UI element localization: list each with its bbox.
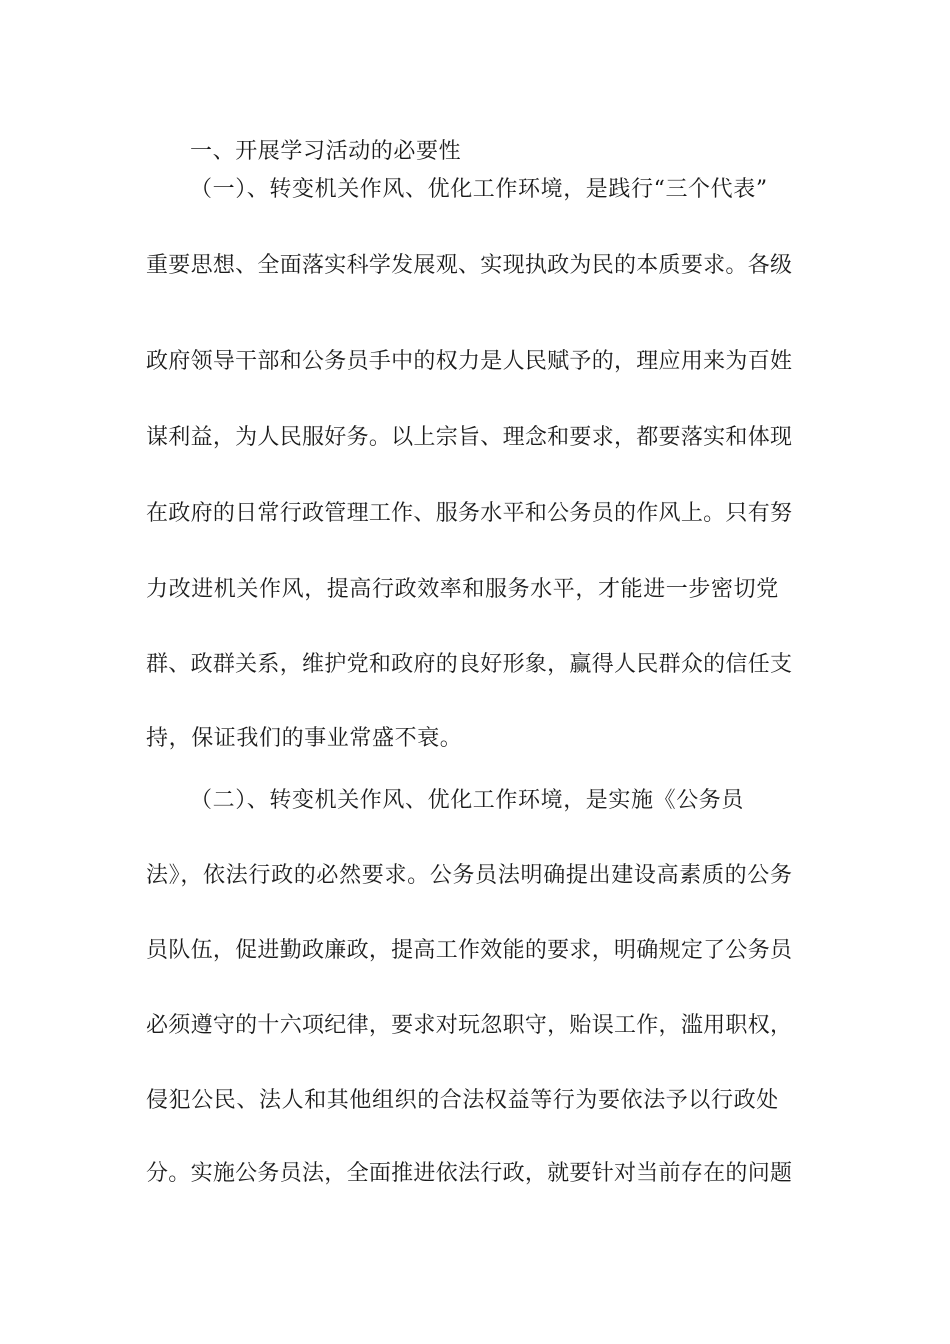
text-line: 侵犯公民、法人和其他组织的合法权益等行为要依法予以行政处 xyxy=(146,1088,779,1113)
text-line: 群、政群关系，维护党和政府的良好形象，赢得人民群众的信任支 xyxy=(146,652,792,677)
section-heading: 一、开展学习活动的必要性 xyxy=(190,139,462,164)
text-line: 分。实施公务员法，全面推进依法行政，就要针对当前存在的问题 xyxy=(146,1161,792,1186)
text-line: （二）、转变机关作风、优化工作环境，是实施《公务员 xyxy=(190,788,745,813)
text-line: 政府领导干部和公务员手中的权力是人民赋予的，理应用来为百姓 xyxy=(146,349,792,374)
text-line: 力改进机关作风，提高行政效率和服务水平，才能进一步密切党 xyxy=(146,577,779,602)
text-line: 谋利益，为人民服好务。以上宗旨、理念和要求，都要落实和体现 xyxy=(146,425,792,450)
text-line: 重要思想、全面落实科学发展观、实现执政为民的本质要求。各级 xyxy=(146,253,792,278)
text-line: 在政府的日常行政管理工作、服务水平和公务员的作风上。只有努 xyxy=(146,501,792,526)
text-line: 员队伍，促进勤政廉政，提高工作效能的要求，明确规定了公务员 xyxy=(146,938,792,963)
text-line: 持，保证我们的事业常盛不衰。 xyxy=(146,726,463,751)
text-line: （一）、转变机关作风、优化工作环境，是践行“三个代表” xyxy=(190,177,768,202)
text-line: 法》，依法行政的必然要求。公务员法明确提出建设高素质的公务 xyxy=(146,863,792,888)
text-line: 必须遵守的十六项纪律，要求对玩忽职守，贻误工作，滥用职权， xyxy=(146,1013,792,1038)
